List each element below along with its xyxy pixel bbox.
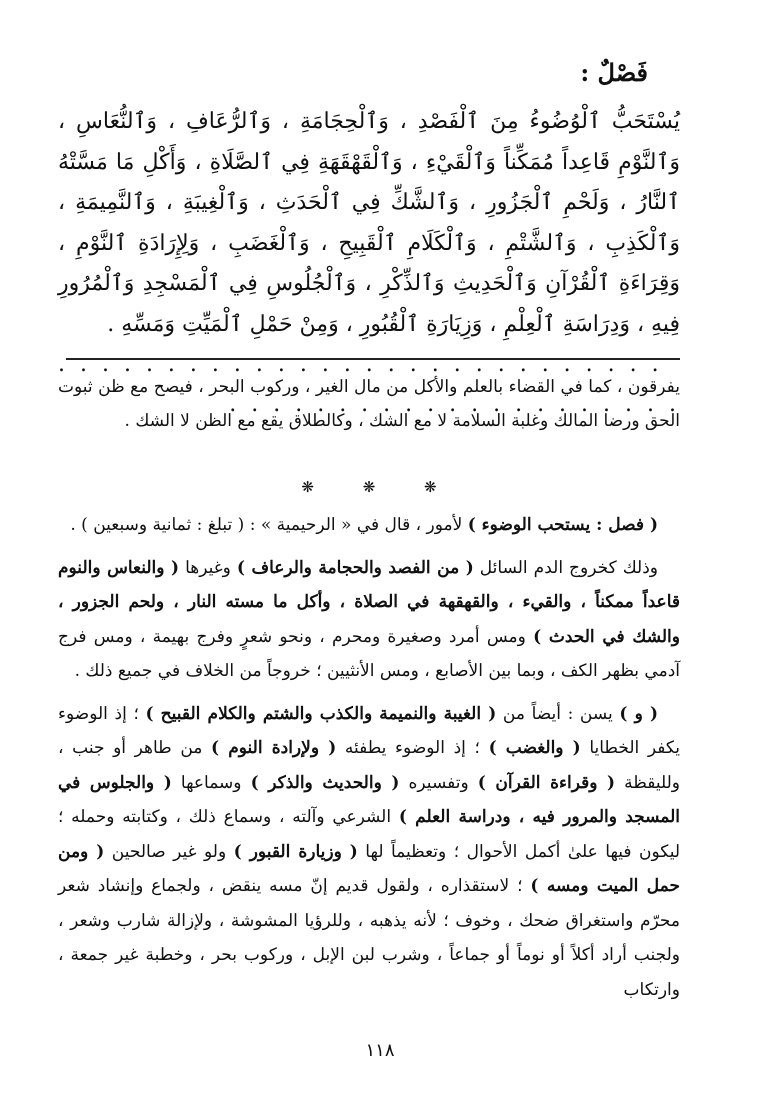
separator-stars: ❋ ❋ ❋ [301, 478, 459, 496]
bold-phrase: ( والنعاس والنوم قاعداً ممكناً ، والقيء ، والقهقهة في الصلاة ، وأكل ما مسته النار ، ولحم الجزور ، والشك في الحدث ) [58, 557, 680, 647]
plain-text: من طاهر أو جنب ، ولليقظة [58, 738, 680, 793]
page-number: ١١٨ [365, 1040, 395, 1061]
bold-phrase: ( و ) [619, 703, 658, 724]
plain-text: ؛ لاستقذاره ، ولقول قديم إنّ مسه ينقض ، ولجماع وإنشاد شعر محرّم واستغراق ضحك ، وخوف ؛ لأنه يذهبه ، وللرؤيا المشوشة ، ولإزالة شارب وشعر ، ولجنب أراد أكلاً أو نوماً أو جماعاً ، وشرب لبن الإبل ، وركوب بحر ، وخطبة غير جمعة ، وارتكاب [58, 876, 680, 1000]
plain-text: يسن : أيضاً من [496, 703, 620, 724]
commentary [58, 508, 680, 1015]
bold-phrase: ( الغيبة والنميمة والكذب والشتم والكلام القبيح ) [145, 703, 497, 724]
plain-text: وتفسيره [399, 772, 478, 793]
plain-text: لأمور ، قال في « الرحيمية » : ( تبلغ : ثمانية وسبعين ) . [70, 515, 468, 535]
bold-phrase: ( والغضب ) [488, 738, 581, 758]
bold-phrase: ( من الفصد والحجامة والرعاف ) [236, 557, 474, 578]
commentary-paragraph-2 [58, 551, 680, 689]
bold-phrase: ( وزيارة القبور ) [233, 841, 358, 862]
footnote-divider [66, 358, 680, 360]
bold-phrase: ( والحديث والذكر ) [250, 772, 400, 793]
plain-text: ومس أمرد وصغيرة ومحرم ، ونحو شعرٍ وفرج بهيمة ، ومس فرج آدمي بظهر الكف ، وبما بين الأصابع ، ومس الأنثيين ؛ خروجاً من الخلاف في جميع ذلك . [58, 626, 680, 681]
section-heading: فَصْلٌ : [580, 58, 648, 87]
plain-text: ولو غير صالحين [104, 841, 234, 862]
footnote: يفرقون ، كما في القضاء بالعلم والأكل من مال الغير ، وركوب البحر ، فيصح مع ظن ثبوت الحق ورضا المالك وغلبة السلامة لا مع الشك ، وكالطلاق يقع مع الظن لا الشك . [58, 377, 680, 431]
bold-phrase: ( وقراءة القرآن ) [477, 772, 616, 793]
plain-text: وذلك كخروج الدم السائل [473, 557, 659, 578]
plain-text: وسماعها [171, 772, 251, 793]
bold-phrase: ( ومن حمل الميت ومسه ) [58, 841, 680, 896]
plain-text: وغيرها [179, 557, 237, 578]
bold-phrase: ( فصل : يستحب الوضوء ) [467, 515, 658, 535]
plain-text: ؛ إذ الوضوء يكفر الخطايا [58, 703, 680, 758]
commentary-paragraph-3 [58, 697, 680, 1008]
plain-text: الشرعي وآلته ، وسماع ذلك ، وكتابته وحمله ؛ ليكون فيها علىٰ أكمل الأحوال ؛ وتعظيماً لها [58, 807, 681, 862]
bold-phrase: ( والجلوس في المسجد والمرور فيه ، ودراسة العلم ) [58, 772, 680, 827]
main-text-dots: . . . . . . . . . . . . . . . . . . . . . . . . . . . . . . . . . . . . . . . . . . . . . . . . . [58, 352, 680, 417]
plain-text: ؛ إذ الوضوء يطفئه [336, 738, 489, 758]
main-text: يُسْتَحَبُّ ٱلْوُضُوءُ مِنَ ٱلْفَصْدِ ، وَٱلْحِجَامَةِ ، وَٱلرُّعَافِ ، وَٱلنُّعَاسِ ، وَٱلنَّوْمِ قَاعِداً مُمَكِّناً وَٱلْقَيْءِ ، وَٱلْقَهْقَهَةِ فِي ٱلصَّلَاةِ ، وَأَكْلِ مَا مَسَّتْهُ ٱلنَّارُ ، وَلَحْمِ ٱلْجَزُورِ ، وَٱلشَّكِّ فِي ٱلْحَدَثِ ، وَٱلْغِيبَةِ ، وَٱلنَّمِيمَةِ ، وَٱلْكَذِبِ ، وَٱلشَّتْمِ ، وَٱلْكَلَامِ ٱلْقَبِيحِ ، وَٱلْغَضَبِ ، وَلِإِرَادَةِ ٱلنَّوْمِ ، وَقِرَاءَةِ ٱلْقُرْآنِ وَٱلْحَدِيثِ وَٱلذِّكْرِ ، وَٱلْجُلُوسِ فِي ٱلْمَسْجِدِ وَٱلْمُرُورِ فِيهِ ، وَدِرَاسَةِ ٱلْعِلْمِ ، وَزِيَارَةِ ٱلْقُبُورِ ، وَمِنْ حَمْلِ ٱلْمَيِّتِ وَمَسِّهِ . [58, 109, 680, 337]
commentary-paragraph-1 [58, 508, 680, 543]
bold-phrase: ( ولإرادة النوم ) [211, 738, 337, 758]
